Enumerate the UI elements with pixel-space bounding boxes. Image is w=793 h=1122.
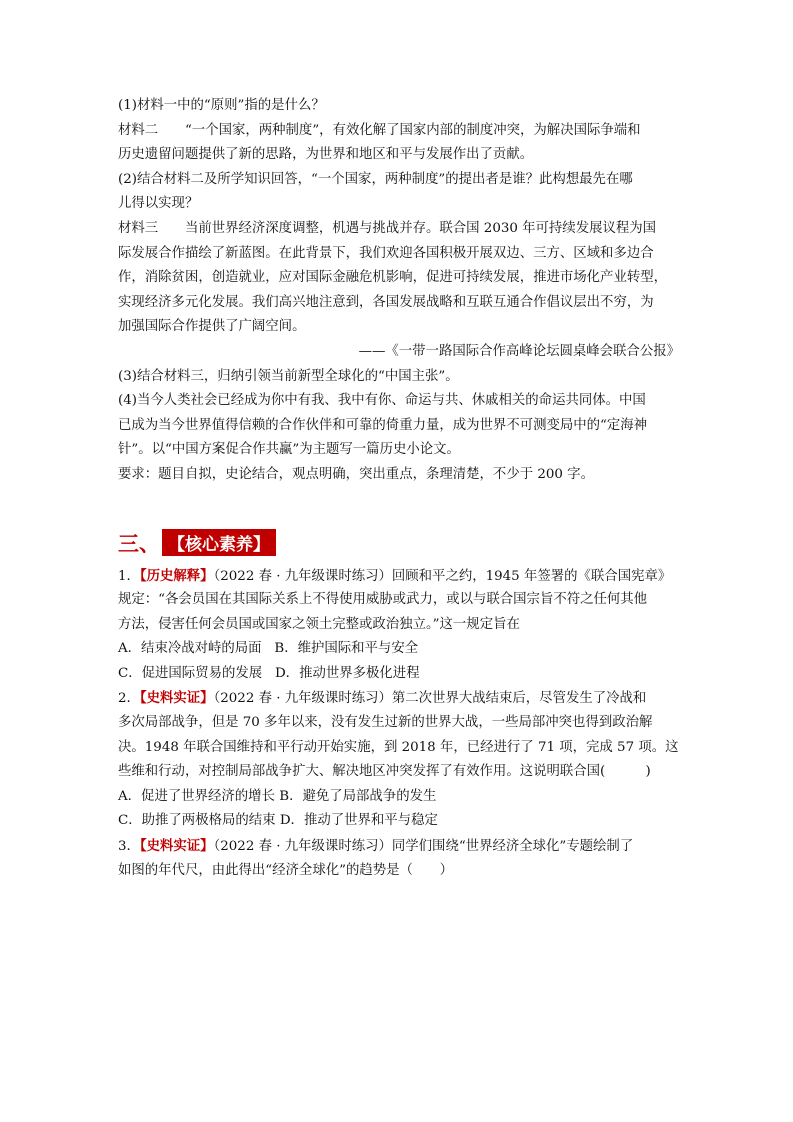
material-3-line: 加强国际合作提供了广阔空间。 bbox=[118, 319, 306, 335]
question-4-text: 已成为当今世界值得信赖的合作伙伴和可靠的倚重力量，成为世界不可测变局中的“定海神 bbox=[118, 417, 648, 433]
mc-question-3-line: 3．【史料实证】（2022 春 · 九年级课时练习）同学们围绕“世界经济全球化”专题绘制了 bbox=[118, 838, 634, 855]
material-3-source: ——《一带一路国际合作高峰论坛圆桌峰会联合公报》 bbox=[358, 343, 680, 359]
option-b[interactable]: B．维护国际和平与安全 bbox=[274, 641, 419, 657]
question-3-text: (3)结合材料三，归纳引领当前新型全球化的“中国主张”。 bbox=[118, 368, 459, 384]
question-tag: 【史料实证】 bbox=[139, 838, 214, 855]
mc-question-2-line: 多次局部战争，但是 70 多年以来，没有发生过新的世界大战，一些局部冲突也得到政治解 bbox=[118, 715, 653, 731]
material-3-line: 作，消除贫困，创造就业，应对国际金融危机影响，促进可持续发展，推进市场化产业转型， bbox=[118, 270, 668, 286]
question-1-text: (1)材料一中的“原则”指的是什么？ bbox=[118, 98, 325, 113]
section-title-badge: 【核心素养】 bbox=[162, 529, 276, 556]
mc-question-1-line: 方法，侵害任何会员国或国家之领土完整或政治独立。”这一规定旨在 bbox=[118, 616, 520, 632]
option-c[interactable]: C．助推了两极格局的结束 bbox=[118, 813, 276, 829]
option-b[interactable]: B．避免了局部战争的发生 bbox=[279, 788, 437, 804]
mc-question-2-line: 决。1948 年联合国维持和平行动开始实施，到 2018 年，已经进行了 71 项，完成 57 项。这 bbox=[118, 739, 679, 755]
option-c[interactable]: C．促进国际贸易的发展 bbox=[118, 665, 263, 681]
question-2-text: (2)结合材料二及所学知识回答，“一个国家，两种制度”的提出者是谁？此构想最先在哪 bbox=[118, 171, 633, 187]
mc-question-1-line: 1．【历史解释】（2022 春 · 九年级课时练习）回顾和平之约，1945 年签署的《联合国宪章》 bbox=[118, 567, 672, 584]
document-page bbox=[118, 94, 680, 883]
mc-question-3-line: 如图的年代尺，由此得出“经济全球化”的趋势是（ ） bbox=[118, 862, 454, 878]
material-3-line: 材料三 当前世界经济深度调整，机遇与挑战并存。联合国 2030 年可持续发展议程为国 bbox=[118, 220, 657, 236]
option-d[interactable]: D．推动世界多极化进程 bbox=[274, 665, 420, 681]
mc-question-2-line: 些维和行动，对控制局部战争扩大、解决地区冲突发挥了有效作用。这说明联合国( ) bbox=[118, 764, 651, 780]
mc-question-1-line: 规定：“各会员国在其国际关系上不得使用威胁或武力，或以与联合国宗旨不符之任何其他 bbox=[118, 592, 648, 608]
question-tag: 【历史解释】 bbox=[139, 567, 214, 584]
section-number: 三、 bbox=[118, 531, 160, 556]
options-row bbox=[118, 637, 680, 662]
section-heading bbox=[118, 528, 680, 558]
question-4-text: (4)当今人类社会已经成为你中有我、我中有你、命运与共、休戚相关的命运共同体。中国 bbox=[118, 393, 646, 409]
question-2-text: 儿得以实现？ bbox=[118, 196, 199, 212]
essay-requirement: 要求：题目自拟，史论结合，观点明确，突出重点，条理清楚，不少于 200 字。 bbox=[118, 466, 594, 482]
options-row bbox=[118, 662, 680, 687]
option-d[interactable]: D．推动了世界和平与稳定 bbox=[279, 813, 438, 829]
material-2-line: 历史遗留问题提供了新的思路，为世界和地区和平与发展作出了贡献。 bbox=[118, 147, 534, 163]
question-4-text: 针”。以“中国方案促合作共赢”为主题写一篇历史小论文。 bbox=[118, 442, 460, 458]
mc-question-2-line: 2．【史料实证】（2022 春 · 九年级课时练习）第二次世界大战结束后，尽管发生了冷战和 bbox=[118, 690, 647, 707]
options-row bbox=[118, 785, 680, 810]
option-a[interactable]: A．结束冷战对峙的局面 bbox=[118, 641, 262, 657]
material-2-line: 材料二 “一个国家，两种制度”，有效化解了国家内部的制度冲突，为解决国际争端和 bbox=[118, 122, 641, 138]
option-a[interactable]: A．促进了世界经济的增长 bbox=[118, 788, 275, 804]
question-tag: 【史料实证】 bbox=[139, 690, 214, 707]
material-3-line: 际发展合作描绘了新蓝图。在此背景下，我们欢迎各国积极开展双边、三方、区域和多边合 bbox=[118, 245, 654, 261]
material-3-line: 实现经济多元化发展。我们高兴地注意到，各国发展战略和互联互通合作倡议层出不穷，为 bbox=[118, 294, 654, 310]
options-row bbox=[118, 809, 680, 834]
